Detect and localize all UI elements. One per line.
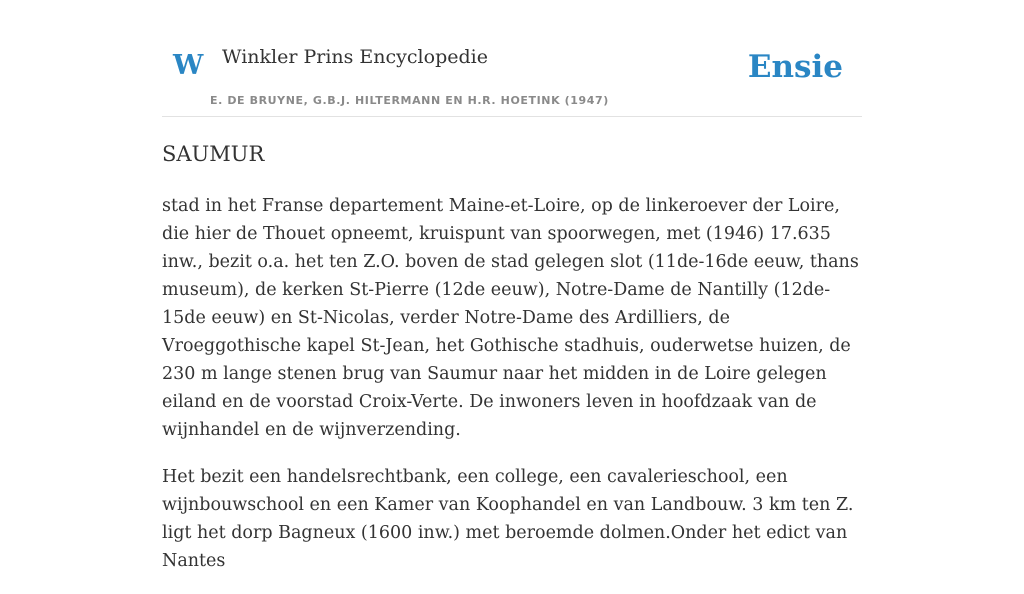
source-authors: E. DE BRUYNE, G.B.J. HILTERMANN EN H.R. HOETINK (1947) bbox=[210, 94, 609, 107]
winkler-prins-logo-icon[interactable]: W bbox=[173, 50, 204, 81]
article-body bbox=[162, 192, 862, 594]
lemma-title: SAUMUR bbox=[162, 142, 265, 166]
source-title-link[interactable]: Winkler Prins Encyclopedie bbox=[222, 46, 488, 68]
source-header bbox=[162, 0, 862, 117]
ensie-logo-link[interactable]: Ensie bbox=[747, 49, 843, 85]
article-paragraph-1: stad in het Franse departement Maine-et-Loire, op de linkeroever der Loire, die hier de Thouet opneemt, kruispunt van spoorwegen, met (1946) 17.635 inw., bezit o.a. het ten Z.O. boven de stad gelegen slot (11de-16de eeuw, thans museum), de kerken St-Pierre (12de eeuw), Notre-Dame de Nantilly (12de-15de eeuw) en St-Nicolas, verder Notre-Dame des Ardilliers, de Vroeggothische kapel St-Jean, het Gothische stadhuis, ouderwetse huizen, de 230 m lange stenen brug van Saumur naar het midden in de Loire gelegen eiland en de voorstad Croix-Verte. De inwoners leven in hoofdzaak van de wijnhandel en de wijnverzending. bbox=[162, 196, 859, 440]
article-paragraph-2: Het bezit een handelsrechtbank, een college, een cavalerieschool, een wijnbouwschool en een Kamer van Koophandel en van Landbouw. 3 km ten Z. ligt het dorp Bagneux (1600 inw.) met beroemde dolmen.Onder het edict van Nantes bbox=[162, 467, 854, 571]
